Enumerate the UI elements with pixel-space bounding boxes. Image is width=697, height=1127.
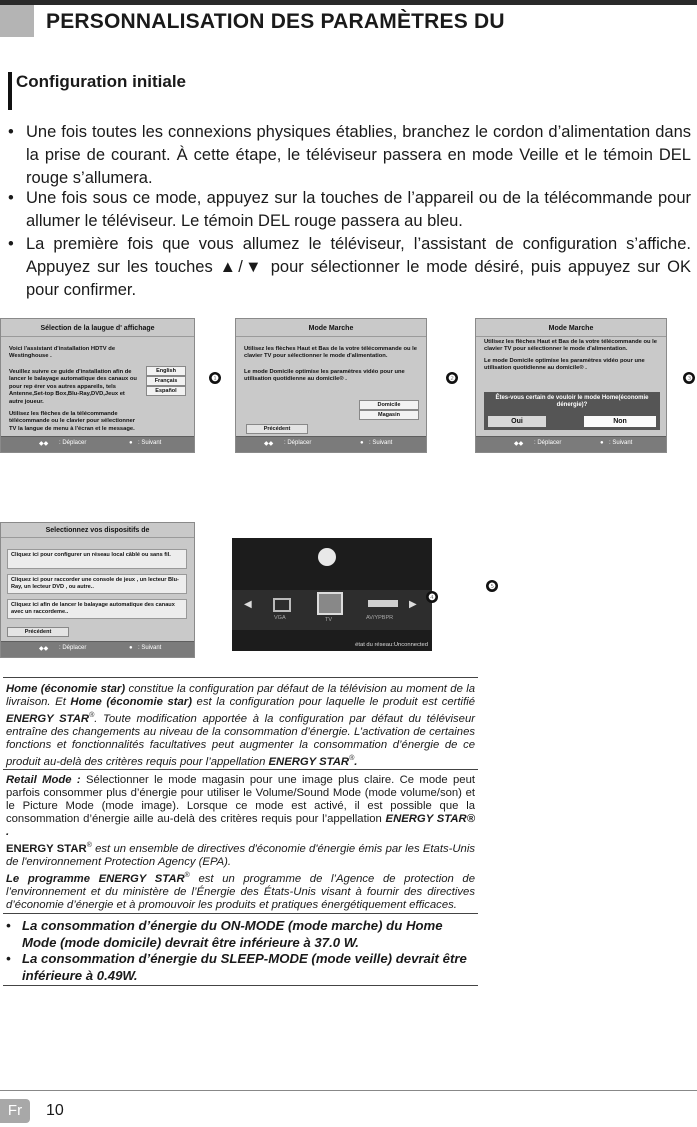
arrow-right-icon[interactable]: ▶ xyxy=(409,599,417,610)
step-number-2: ❷ xyxy=(446,372,458,384)
bullet-dot: • xyxy=(6,951,11,966)
arrows-icon: ◆◆ xyxy=(514,441,524,447)
section-marker xyxy=(8,72,12,110)
top-rule xyxy=(0,0,697,5)
nav-move: : Déplacer xyxy=(59,440,87,446)
home-note-segment: Home (économie star) xyxy=(6,683,126,695)
footer-rule xyxy=(0,1090,697,1091)
no-button[interactable]: Non xyxy=(584,416,656,427)
divider xyxy=(1,336,194,337)
tv-icon[interactable] xyxy=(317,592,343,615)
home-note-segment: ® xyxy=(89,712,95,719)
step-number-5: ❺ xyxy=(486,580,498,592)
divider xyxy=(3,913,478,914)
device-option-scan[interactable]: Cliquez ici afin de lancer le balayage automatique des canaux avec un raccordeme.. xyxy=(7,599,187,619)
divider xyxy=(3,985,478,986)
prog-text: est un programme de l’Agence de protection de l’environnement et du ministère de l’Énergie des États-Unis visant à fournir des directives d’économie d’énergie et à promouvoir les produits et pratiques énergétiquement efficaces. xyxy=(6,872,475,911)
consumption-text: La consommation d’énergie du SLEEP-MODE (mode veille) devrait être inférieure à 0.49W. xyxy=(22,951,467,983)
screen-power-mode xyxy=(235,318,427,453)
av-connector-icon[interactable] xyxy=(368,600,398,607)
screen-text: Le mode Domicile optimise les paramètres vidéo pour une utilisation quotidienne au domicile® . xyxy=(484,358,645,372)
divider xyxy=(3,769,478,770)
screen-title: Mode Marche xyxy=(548,325,594,332)
network-status: état du réseau:Unconnected xyxy=(355,642,428,648)
screen-text: Utilisez les flèches Haut et Bas de la votre télécommande ou le clavier TV pour sélectionner le mode d'alimentation. xyxy=(244,346,418,360)
bullet-text: Une fois toutes les connexions physiques établies, branchez le cordon d’alimentation dans la prise de courant. À cette étape, le téléviseur passera en mode Veille et le témoin DEL rouge s’allumera. xyxy=(26,123,691,187)
home-note-segment: constitue la configuration par défaut de la télévision au moment de la livraison. Et xyxy=(6,683,475,708)
option-domicile[interactable]: Domicile xyxy=(359,400,419,410)
retail-text: Sélectionner le mode magasin pour une image plus claire. Ce mode peut parfois consommer plus d’énergie pour utiliser le Volume/Sound Mode (mode volume/son) et le Picture Mode (mode image). Lorsque ce mode est activé, il est possible que la consommation d’énergie aille au-delà des critères requis pour l’appellation xyxy=(6,774,475,825)
arrows-icon: ◆◆ xyxy=(264,441,274,447)
home-note-segment: . xyxy=(354,755,358,768)
home-note-segment: ENERGY STAR xyxy=(268,755,350,768)
screen-text: Utilisez les flèches Haut et Bas de la votre télécommande ou le clavier TV pour sélectionner le mode d'alimentation. xyxy=(484,339,658,353)
device-option-network[interactable]: Cliquez ici pour configurer un réseau local câblé ou sans fil. xyxy=(7,549,187,569)
step-number-1: ❶ xyxy=(209,372,221,384)
back-button[interactable]: Précédent xyxy=(246,424,308,434)
retail-end: ® . xyxy=(6,813,476,838)
device-option-console[interactable]: Cliquez ici pour raccorder une console de jeux , un lecteur Blu-Ray, un lecteur DVD , ou autre.. xyxy=(7,574,187,594)
language-badge: Fr xyxy=(0,1099,30,1123)
nav-next: : Suivant xyxy=(369,440,393,446)
lang-option-francais[interactable]: Français xyxy=(146,376,186,386)
arrows-icon: ◆◆ xyxy=(39,441,49,447)
nav-bar xyxy=(1,436,194,452)
es-label: ENERGY STAR xyxy=(6,842,87,855)
home-note-segment: . Toute modification apportée à la configuration par défaut du téléviseur entraîne des changements au niveau de la consommation d’énergie. L’activation de certaines fonctions et fonctionnalités facultatives peut augmenter la consommation d’énergie de ce produit au-delà des critères requis pour l’appellation xyxy=(6,712,475,768)
es-reg: ® xyxy=(86,842,92,849)
ok-icon: ● xyxy=(129,440,133,446)
tv-label: TV xyxy=(325,617,333,623)
nav-bar xyxy=(1,641,194,657)
home-note-segment: ® xyxy=(349,754,355,762)
page-title: PERSONNALISATION DES PARAMÈTRES DU xyxy=(46,10,505,33)
divider xyxy=(1,537,194,538)
nav-move: : Déplacer xyxy=(534,440,562,446)
retail-mode-note xyxy=(6,774,475,912)
screen-text: Voici l'assistant d'installation HDTV de Westinghouse . xyxy=(9,346,116,360)
screen-confirm-mode xyxy=(475,318,667,453)
option-magasin[interactable]: Magasin xyxy=(359,410,419,420)
consumption-item-on xyxy=(6,918,475,951)
divider xyxy=(236,336,426,337)
lang-option-english[interactable]: English xyxy=(146,366,186,376)
nav-next: : Suivant xyxy=(138,645,162,651)
bullet-dot: • xyxy=(8,123,14,141)
vga-icon[interactable] xyxy=(273,598,291,612)
page-number: 10 xyxy=(46,1102,64,1119)
screen-text: Utilisez les flèches de la télécommande télécommande ou le clavier pour sélectionner TV la langue de menu à l'écran et le message. xyxy=(9,411,135,432)
divider xyxy=(3,677,478,678)
nav-bar xyxy=(476,436,666,452)
ok-icon: ● xyxy=(600,440,604,446)
nav-move: : Déplacer xyxy=(284,440,312,446)
ok-icon: ● xyxy=(360,440,364,446)
screen-text: Le mode Domicile optimise les paramètres vidéo pour une utilisation quotidienne au domicile® . xyxy=(244,369,405,383)
retail-label: Retail Mode : xyxy=(6,774,81,786)
confirm-dialog xyxy=(484,392,660,430)
home-note-segment: ENERGY STAR xyxy=(6,712,90,725)
prog-label: Le programme ENERGY STAR xyxy=(6,872,185,885)
bullet-text: Une fois sous ce mode, appuyez sur la touches de l’appareil ou de la télécommande pour allumer le téléviseur. Le témoin DEL rouge passera au bleu. xyxy=(26,189,691,230)
nav-bar xyxy=(236,436,426,452)
step-number-3: ❸ xyxy=(683,372,695,384)
home-note-segment: Home (économie star) xyxy=(70,696,192,708)
nav-next: : Suivant xyxy=(609,440,633,446)
retail-es: ENERGY STAR xyxy=(385,813,467,825)
bullet-dot: • xyxy=(8,235,14,253)
header-tab xyxy=(0,5,34,37)
dialog-text: Êtes-vous certain de vouloir le mode Home(économie dénergie)? xyxy=(495,395,649,408)
consumption-text: La consommation d’énergie du ON-MODE (mode marche) du Home Mode (mode domicile) devrait être inférieure à 37.0 W. xyxy=(22,918,443,950)
bullet-dot: • xyxy=(8,189,14,207)
screen-title: Selectionnez vos dispositifs de xyxy=(45,527,150,534)
step-number-4: ❹ xyxy=(426,591,438,603)
home-mode-note xyxy=(6,683,475,769)
screen-devices xyxy=(0,522,195,658)
arrows-icon: ◆◆ xyxy=(39,646,49,652)
screen-title: Sélection de la laugue d' affichage xyxy=(40,325,155,332)
prog-reg: ® xyxy=(184,871,190,879)
consumption-item-sleep xyxy=(6,951,475,984)
bullet-dot: • xyxy=(6,918,11,933)
nav-next: : Suivant xyxy=(138,440,162,446)
screen-home-menu xyxy=(232,538,432,651)
ok-icon: ● xyxy=(129,645,133,651)
divider xyxy=(476,336,666,337)
lang-option-espanol[interactable]: Español xyxy=(146,386,186,396)
screen-language xyxy=(0,318,195,453)
arrow-left-icon[interactable]: ◀ xyxy=(244,599,252,610)
home-note-segment: est la configuration pour laquelle le produit est certifié xyxy=(191,696,475,708)
section-title: Configuration initiale xyxy=(16,72,186,91)
vga-label: VGA xyxy=(274,615,286,621)
screen-text: Veuillez suivre ce guide d'installation afin de lancer le balayage automatique des canaux ou pour rep érer vos autres appareils, tels Antenne,Set-top Box,Blu-Ray,DVD,Jeux et autre joueur. xyxy=(9,369,137,405)
bullet-text: La première fois que vous allumez le téléviseur, l’assistant de configuration s’affiche. Appuyez sur les touches ▲/▼ pour sélectionner le mode désiré, puis appuyez sur OK pour confirmer. xyxy=(26,235,691,299)
av-label: AV/YPBPR xyxy=(366,615,394,621)
nav-move: : Déplacer xyxy=(59,645,87,651)
screen-title: Mode Marche xyxy=(308,325,354,332)
es-text: est un ensemble de directives d'économie d'énergie émis par les Etats-Unis de l'environnement Protection Agency (EPA). xyxy=(6,842,475,868)
yes-button[interactable]: Oui xyxy=(488,416,546,427)
back-button[interactable]: Précédent xyxy=(7,627,69,637)
logo-icon xyxy=(318,548,336,566)
